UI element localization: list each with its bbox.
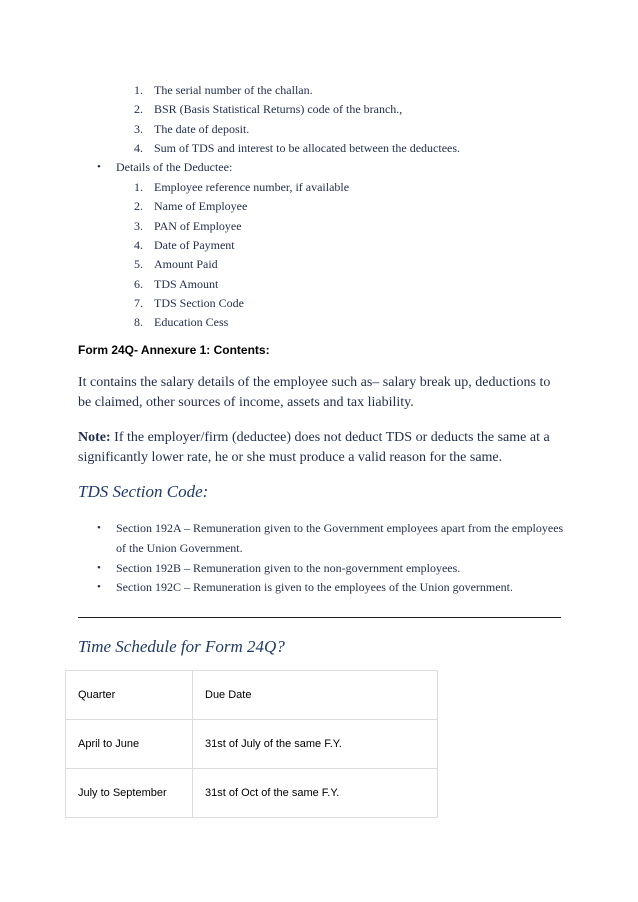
list-number: 3. <box>134 122 143 136</box>
list-text: TDS Section Code <box>154 296 244 310</box>
section-192c-text: Section 192C – Remuneration is given to the employees of the Union government. <box>116 580 513 594</box>
table-header-due-date: Due Date <box>193 671 438 720</box>
list-text: Name of Employee <box>154 199 248 213</box>
note-paragraph <box>78 428 558 468</box>
list-number: 4. <box>134 141 143 155</box>
list-text: Employee reference number, if available <box>154 180 350 194</box>
note-label: Note: <box>78 430 111 445</box>
annexure-paragraph: It contains the salary details of the employee such as– salary break up, deductions to be claimed, other sources of income, assets and tax liability. <box>78 375 551 410</box>
list-number: 2. <box>134 102 143 116</box>
tds-section-heading: TDS Section Code: <box>78 482 209 501</box>
horizontal-divider <box>78 617 561 618</box>
list-text: The serial number of the challan. <box>154 83 313 97</box>
list-text: TDS Amount <box>154 277 219 291</box>
bullet-icon: • <box>97 562 101 574</box>
list-text: The date of deposit. <box>154 122 250 136</box>
bullet-icon: • <box>97 581 101 593</box>
list-number: 5. <box>134 257 143 271</box>
section-192b-text: Section 192B – Remuneration given to the non-government employees. <box>116 561 461 575</box>
list-text: Amount Paid <box>154 257 218 271</box>
table-row <box>66 769 438 818</box>
list-number: 3. <box>134 219 143 233</box>
deductee-label: Details of the Deductee: <box>116 160 233 174</box>
table-cell-quarter: July to September <box>66 769 193 818</box>
list-number: 4. <box>134 238 143 252</box>
list-text: Date of Payment <box>154 238 235 252</box>
table-header-quarter: Quarter <box>66 671 193 720</box>
time-schedule-table <box>65 670 438 818</box>
annexure-heading: Form 24Q- Annexure 1: Contents: <box>78 343 270 357</box>
bullet-icon: • <box>97 161 101 173</box>
table-row <box>66 671 438 720</box>
list-number: 6. <box>134 277 143 291</box>
bullet-icon: • <box>97 522 101 534</box>
section-192a-text: Section 192A – Remuneration given to the Government employees apart from the employees <box>116 521 564 535</box>
list-text: BSR (Basis Statistical Returns) code of the branch., <box>154 102 403 116</box>
list-text: Education Cess <box>154 315 229 329</box>
table-cell-due-date: 31st of July of the same F.Y. <box>193 720 438 769</box>
table-row <box>66 720 438 769</box>
list-text: PAN of Employee <box>154 219 242 233</box>
list-number: 1. <box>134 83 143 97</box>
list-number: 1. <box>134 180 143 194</box>
list-number: 7. <box>134 296 143 310</box>
list-number: 8. <box>134 315 143 329</box>
table-cell-due-date: 31st of Oct of the same F.Y. <box>193 769 438 818</box>
list-number: 2. <box>134 199 143 213</box>
section-192a-text-continued: of the Union Government. <box>116 541 243 555</box>
list-text: Sum of TDS and interest to be allocated between the deductees. <box>154 141 461 155</box>
table-cell-quarter: April to June <box>66 720 193 769</box>
note-text: If the employer/firm (deductee) does not deduct TDS or deducts the same at a significantly lower rate, he or she must produce a valid reason for the same. <box>78 430 550 465</box>
time-schedule-heading: Time Schedule for Form 24Q? <box>78 637 285 656</box>
